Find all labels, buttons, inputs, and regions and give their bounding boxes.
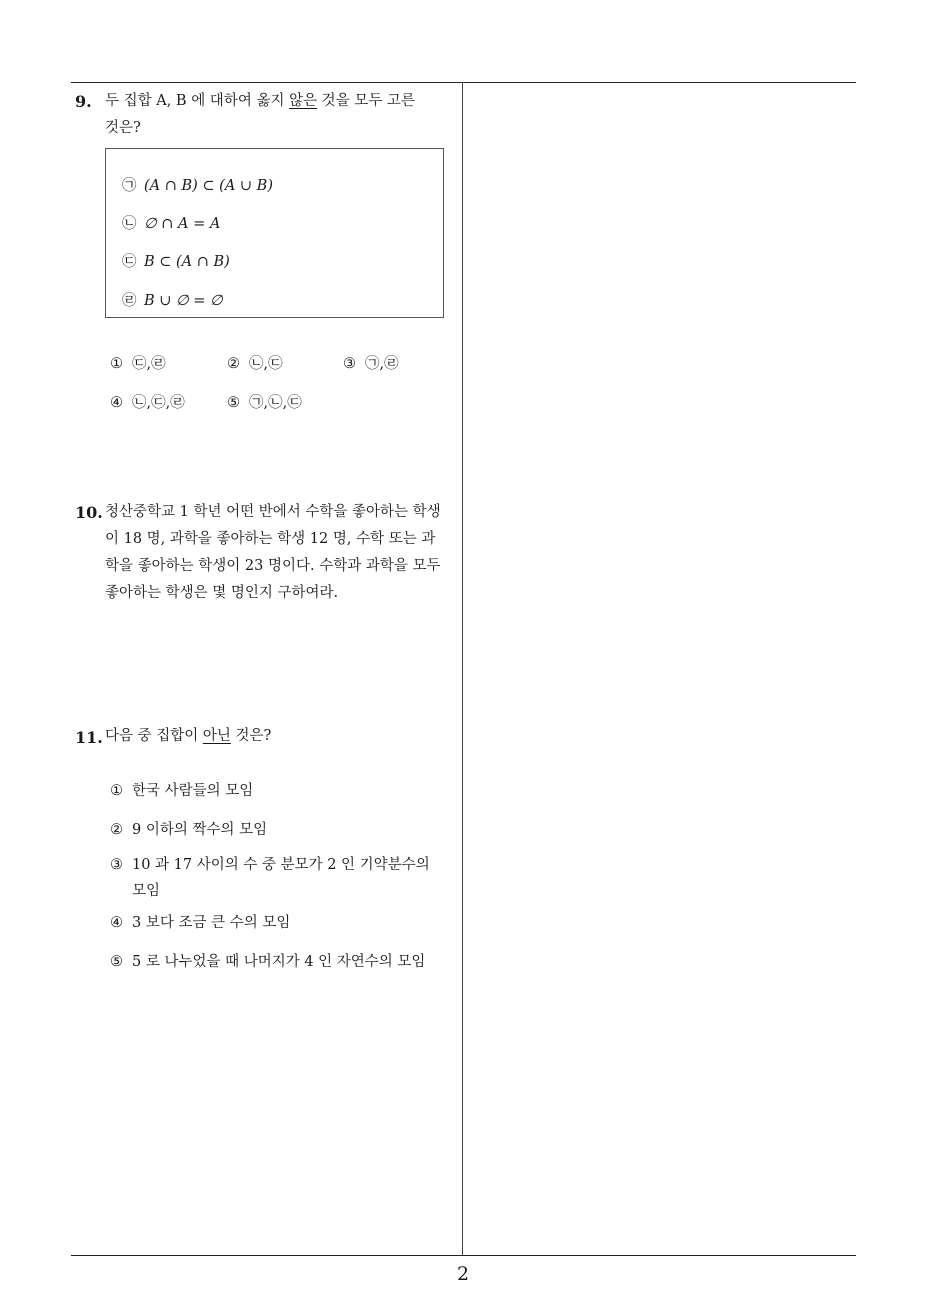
choice-text: 3 보다 조금 큰 수의 모임 [132,915,291,931]
choice-text: 9 이하의 짝수의 모임 [132,822,268,838]
top-rule [71,82,856,83]
question-11-text-part1: 다음 중 집합이 [105,728,203,744]
statement-mark: ㉢ [122,254,137,270]
question-9-text-part1: 두 집합 A, B 에 대하여 옳지 [105,93,290,109]
page-number: 2 [456,1263,470,1285]
choice-number: ② [227,356,240,372]
statement-item [122,289,223,310]
question-11-underlined-word: 아닌 [202,728,231,744]
question-9-text-part2: 것을 모두 고른 [317,93,415,109]
answer-choice-2[interactable] [227,352,283,373]
statement-item [122,250,230,271]
statement-expression: B ⊂ (A ∩ B) [144,254,230,270]
question-11-text [105,723,455,750]
answer-choice-4[interactable] [110,391,185,412]
choice-number: ③ [110,857,123,873]
choice-text: ㉡,㉢ [249,356,283,372]
answer-choice-2[interactable] [110,818,267,839]
choice-number: ⑤ [227,395,240,411]
choice-number: ② [110,822,123,838]
choice-text: ㉢,㉣ [132,356,166,372]
choice-number: ⑤ [110,954,123,970]
choice-text-continuation: 모임 [132,883,161,899]
question-10-line: 좋아하는 학생은 몇 명인지 구하여라. [105,585,339,601]
statement-item [122,212,220,233]
question-10-line: 청산중학교 1 학년 어떤 반에서 수학을 좋아하는 학생 [105,504,441,520]
answer-choice-4[interactable] [110,911,290,932]
choice-text: 5 로 나누었을 때 나머지가 4 인 자연수의 모임 [132,954,426,970]
question-9-text [105,88,455,142]
question-10-number: 10. [75,503,103,522]
statement-mark: ㉠ [122,178,137,194]
statement-mark: ㉣ [122,293,137,309]
question-9-underlined-word: 않은 [289,93,318,109]
question-11-text-part2: 것은? [230,728,272,744]
choice-number: ① [110,783,123,799]
question-9-number: 9. [75,92,92,111]
question-10-line: 학을 좋아하는 학생이 23 명이다. 수학과 과학을 모두 [105,558,441,574]
choice-number: ③ [343,356,356,372]
choice-text: ㉠,㉡,㉢ [249,395,302,411]
answer-choice-3[interactable] [110,852,440,904]
answer-choice-1[interactable] [110,352,166,373]
question-11-number: 11. [75,728,103,747]
bottom-rule [71,1255,856,1256]
answer-choice-5[interactable] [110,950,425,971]
choice-text: 한국 사람들의 모임 [132,783,254,799]
statement-item [122,174,273,195]
answer-choice-1[interactable] [110,779,253,800]
choice-text: 10 과 17 사이의 수 중 분모가 2 인 기약분수의 [132,857,430,873]
column-divider [462,82,463,1256]
statement-expression: ∅ ∩ A = A [144,216,221,232]
answer-choice-5[interactable] [227,391,302,412]
question-10-line: 이 18 명, 과학을 좋아하는 학생 12 명, 수학 또는 과 [105,531,436,547]
choice-number: ④ [110,915,123,931]
statement-mark: ㉡ [122,216,137,232]
choice-number: ① [110,356,123,372]
question-10-text [105,499,457,607]
choice-number: ④ [110,395,123,411]
statement-expression: B ∪ ∅ = ∅ [144,293,223,309]
question-9-text-line2: 것은? [105,120,141,136]
choice-text: ㉡,㉢,㉣ [132,395,185,411]
choice-text: ㉠,㉣ [365,356,399,372]
statement-expression: (A ∩ B) ⊂ (A ∪ B) [144,178,273,194]
question-9-statement-box [105,148,444,318]
answer-choice-3[interactable] [343,352,399,373]
